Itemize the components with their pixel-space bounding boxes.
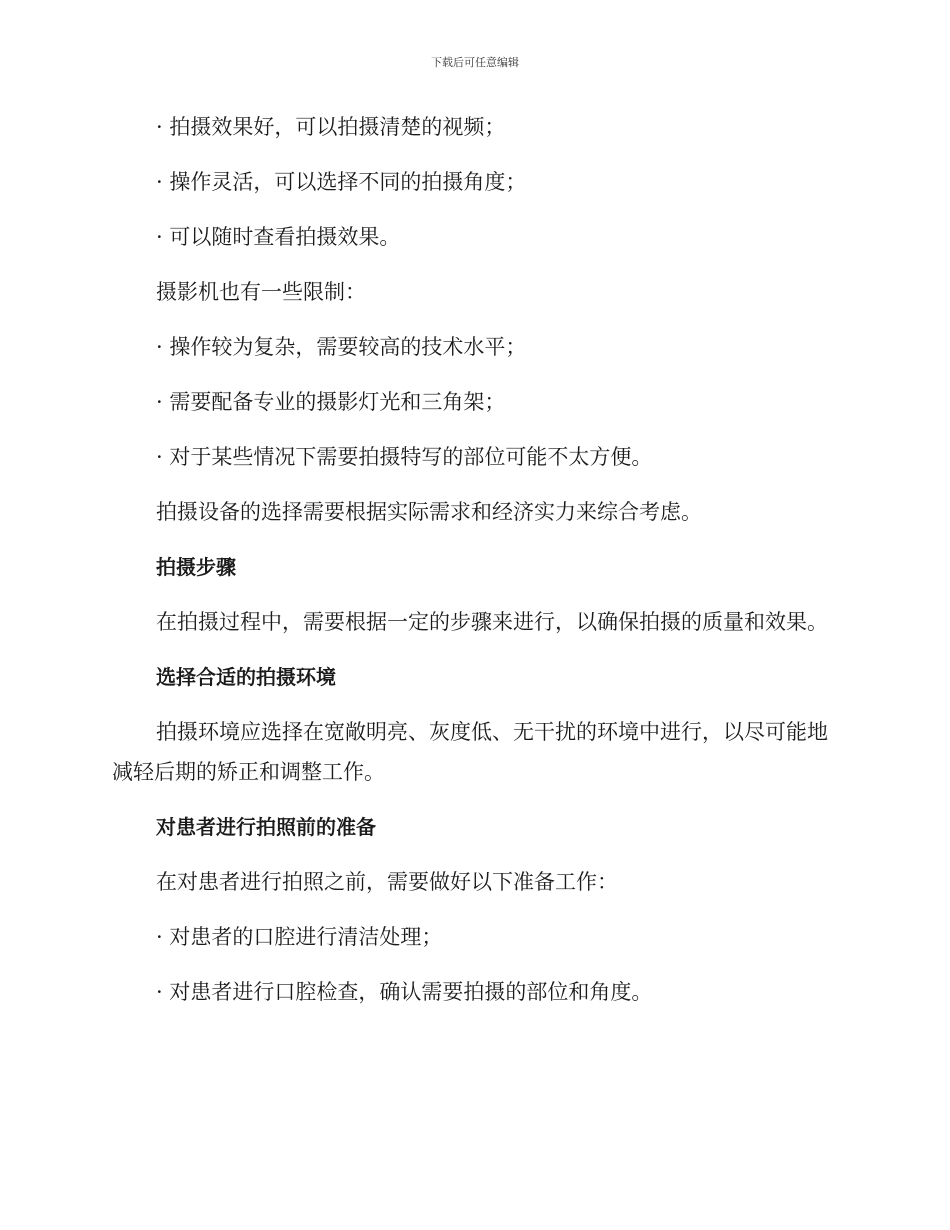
paragraph-text: 摄影机也有一些限制： [156,280,366,304]
bullet-item: · 对患者进行口腔检查，确认需要拍摄的部位和角度。 [156,980,653,1004]
paragraph-text: 拍摄设备的选择需要根据实际需求和经济实力来综合考虑。 [156,500,702,524]
section-heading: 选择合适的拍摄环境 [156,665,336,689]
bullet-item: · 操作较为复杂，需要较高的技术水平； [156,335,527,359]
bullet-item: · 拍摄效果好，可以拍摄清楚的视频； [156,115,506,139]
paragraph-text: 拍摄环境应选择在宽敞明亮、灰度低、无干扰的环境中进行，以尽可能地减轻后期的矫正和调整工作。 [112,720,828,784]
bullet-item: · 对患者的口腔进行清洁处理； [156,925,443,949]
paragraph-text: 在对患者进行拍照之前，需要做好以下准备工作： [156,870,618,894]
paragraph-text: 在拍摄过程中，需要根据一定的步骤来进行，以确保拍摄的质量和效果。 [156,610,828,634]
bullet-item: · 对于某些情况下需要拍摄特写的部位可能不太方便。 [156,445,653,469]
section-heading: 对患者进行拍照前的准备 [156,815,376,839]
page-header: 下载后可任意编辑 [431,56,519,69]
bullet-item: · 可以随时查看拍摄效果。 [156,225,401,249]
section-heading: 拍摄步骤 [156,555,236,579]
bullet-item: · 操作灵活，可以选择不同的拍摄角度； [156,170,527,194]
bullet-item: · 需要配备专业的摄影灯光和三角架； [156,390,506,414]
document-body [112,107,832,1027]
